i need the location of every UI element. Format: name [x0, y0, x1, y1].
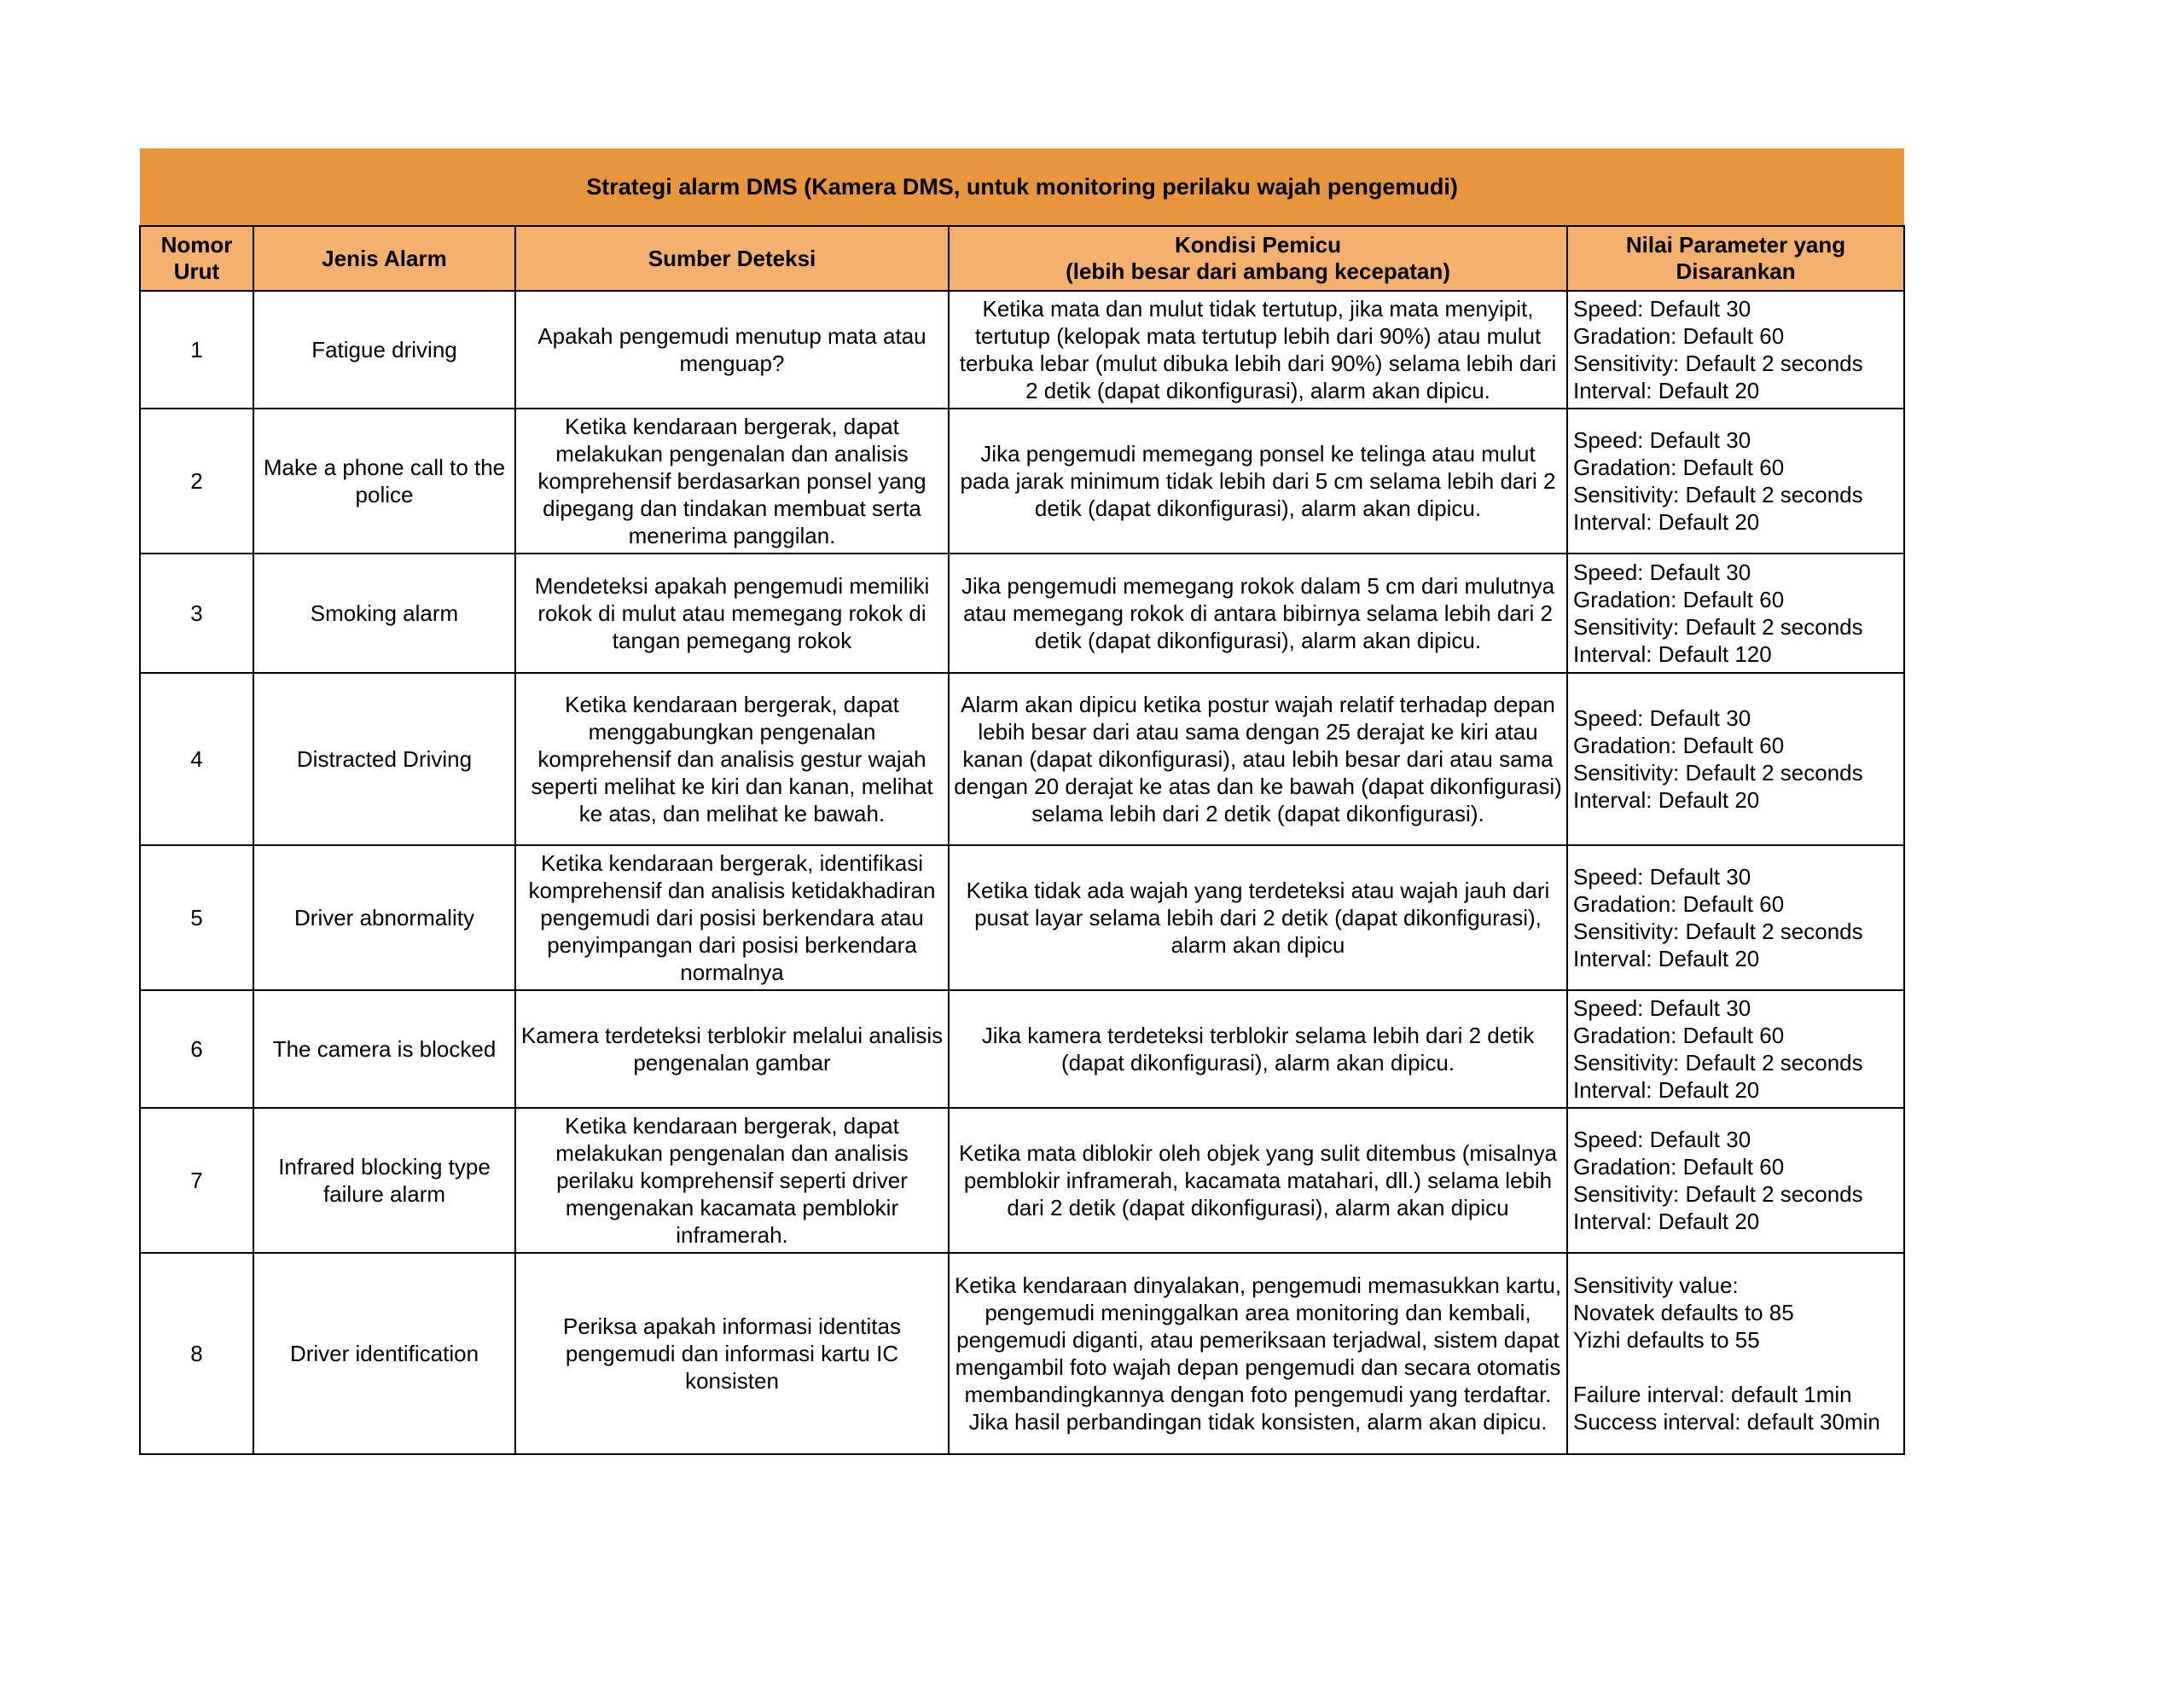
trigger-condition: Jika pengemudi memegang rokok dalam 5 cm dari mulutnya atau memegang rokok di antara bibirnya selama lebih dari 2 detik (dapat dikonfigurasi), alarm akan dipicu.: [949, 554, 1567, 673]
row-number: 4: [140, 673, 253, 845]
header-no: Nomor Urut: [140, 226, 253, 291]
detection-source: Kamera terdeteksi terblokir melalui analisis pengenalan gambar: [515, 990, 949, 1108]
alarm-type: Fatigue driving: [253, 291, 515, 409]
parameter-line: Sensitivity: Default 2 seconds: [1573, 760, 1863, 786]
parameter-values: [1567, 1253, 1904, 1454]
parameter-line: Gradation: Default 60: [1573, 323, 1785, 349]
parameter-line: Novatek defaults to 85: [1573, 1300, 1794, 1325]
alarm-type: Make a phone call to the police: [253, 409, 515, 554]
parameter-line: Sensitivity: Default 2 seconds: [1573, 614, 1863, 640]
parameter-line: Gradation: Default 60: [1573, 1154, 1785, 1180]
trigger-condition: Ketika tidak ada wajah yang terdeteksi atau wajah jauh dari pusat layar selama lebih dari 2 detik (dapat dikonfigurasi), alarm akan dipicu: [949, 845, 1567, 990]
trigger-condition: Alarm akan dipicu ketika postur wajah relatif terhadap depan lebih besar dari atau sama dengan 25 derajat ke kiri atau kanan (dapat dikonfigurasi), atau lebih besar dari atau sama dengan 20 derajat ke atas dan ke bawah (dapat dikonfigurasi) selama lebih dari 2 detik (dapat dikonfigurasi).: [949, 673, 1567, 845]
table-row: [140, 409, 1904, 554]
header-trigger-condition-note: (lebih besar dari ambang kecepatan): [1066, 258, 1450, 284]
parameter-values: [1567, 1108, 1904, 1253]
table-row: [140, 845, 1904, 990]
parameter-line: Interval: Default 20: [1573, 509, 1760, 535]
header-detection-source: Sumber Deteksi: [515, 226, 949, 291]
alarm-strategy-sheet: [139, 148, 1903, 1455]
parameter-line: Interval: Default 20: [1573, 1209, 1760, 1234]
parameter-line: Speed: Default 30: [1573, 864, 1751, 890]
header-trigger-condition: [949, 226, 1567, 291]
row-number: 8: [140, 1253, 253, 1454]
parameter-line: Speed: Default 30: [1573, 559, 1751, 585]
parameter-line: Sensitivity: Default 2 seconds: [1573, 482, 1863, 507]
trigger-condition: Ketika kendaraan dinyalakan, pengemudi memasukkan kartu, pengemudi meninggalkan area monitoring dan kembali, pengemudi diganti, atau pemeriksaan terjadwal, sistem dapat mengambil foto wajah depan pengemudi dan secara otomatis membandingkannya dengan foto pengemudi yang terdaftar. Jika hasil perbandingan tidak konsisten, alarm akan dipicu.: [949, 1253, 1567, 1454]
table-row: [140, 1253, 1904, 1454]
parameter-line: Gradation: Default 60: [1573, 455, 1785, 480]
parameter-values: [1567, 845, 1904, 990]
parameter-line: Sensitivity: Default 2 seconds: [1573, 351, 1863, 376]
trigger-condition: Ketika mata diblokir oleh objek yang sulit ditembus (misalnya pemblokir inframerah, kacamata matahari, dll.) selama lebih dari 2 detik (dapat dikonfigurasi), alarm akan dipicu: [949, 1108, 1567, 1253]
parameter-line: Yizhi defaults to 55: [1573, 1327, 1760, 1353]
row-number: 6: [140, 990, 253, 1108]
table-row: [140, 990, 1904, 1108]
alarm-type: Smoking alarm: [253, 554, 515, 673]
detection-source: Ketika kendaraan bergerak, identifikasi komprehensif dan analisis ketidakhadiran pengemudi dari posisi berkendara atau penyimpangan dari posisi berkendara normalnya: [515, 845, 949, 990]
table-body: [140, 291, 1904, 1454]
parameter-line: Speed: Default 30: [1573, 296, 1751, 322]
parameter-line: Gradation: Default 60: [1573, 891, 1785, 917]
parameter-line: Interval: Default 20: [1573, 378, 1760, 403]
table-title: Strategi alarm DMS (Kamera DMS, untuk monitoring perilaku wajah pengemudi): [140, 148, 1904, 226]
trigger-condition: Jika pengemudi memegang ponsel ke telinga atau mulut pada jarak minimum tidak lebih dari 5 cm selama lebih dari 2 detik (dapat dikonfigurasi), alarm akan dipicu.: [949, 409, 1567, 554]
row-number: 2: [140, 409, 253, 554]
parameter-line: Failure interval: default 1min: [1573, 1382, 1852, 1407]
parameter-line: Interval: Default 20: [1573, 787, 1760, 813]
parameter-line: Interval: Default 120: [1573, 641, 1772, 667]
parameter-values: [1567, 291, 1904, 409]
detection-source: Ketika kendaraan bergerak, dapat melakukan pengenalan dan analisis komprehensif berdasarkan ponsel yang dipegang dan tindakan membuat serta menerima panggilan.: [515, 409, 949, 554]
table-row: [140, 1108, 1904, 1253]
alarm-type: The camera is blocked: [253, 990, 515, 1108]
parameter-line: Sensitivity: Default 2 seconds: [1573, 1050, 1863, 1075]
detection-source: Mendeteksi apakah pengemudi memiliki rokok di mulut atau memegang rokok di tangan pemegang rokok: [515, 554, 949, 673]
parameter-line: Speed: Default 30: [1573, 427, 1751, 453]
alarm-type: Driver abnormality: [253, 845, 515, 990]
table-row: [140, 291, 1904, 409]
parameter-line: Sensitivity: Default 2 seconds: [1573, 919, 1863, 944]
detection-source: Apakah pengemudi menutup mata atau menguap?: [515, 291, 949, 409]
parameter-line: Sensitivity: Default 2 seconds: [1573, 1181, 1863, 1207]
detection-source: Ketika kendaraan bergerak, dapat melakukan pengenalan dan analisis perilaku komprehensif seperti driver mengenakan kacamata pemblokir inframerah.: [515, 1108, 949, 1253]
parameter-line: Speed: Default 30: [1573, 995, 1751, 1021]
parameter-line: Success interval: default 30min: [1573, 1409, 1880, 1435]
trigger-condition: Ketika mata dan mulut tidak tertutup, jika mata menyipit, tertutup (kelopak mata tertutup lebih dari 90%) atau mulut terbuka lebar (mulut dibuka lebih dari 90%) selama lebih dari 2 detik (dapat dikonfigurasi), alarm akan dipicu.: [949, 291, 1567, 409]
header-row: [140, 226, 1904, 291]
alarm-type: Infrared blocking type failure alarm: [253, 1108, 515, 1253]
parameter-line: Speed: Default 30: [1573, 1127, 1751, 1152]
alarm-type: Driver identification: [253, 1253, 515, 1454]
header-trigger-condition-title: Kondisi Pemicu: [1174, 232, 1342, 258]
title-row: [140, 148, 1904, 226]
alarm-strategy-table: [139, 148, 1905, 1455]
alarm-type: Distracted Driving: [253, 673, 515, 845]
header-alarm-type: Jenis Alarm: [253, 226, 515, 291]
parameter-line: Speed: Default 30: [1573, 705, 1751, 731]
table-row: [140, 554, 1904, 673]
header-parameters: Nilai Parameter yang Disarankan: [1567, 226, 1904, 291]
detection-source: Periksa apakah informasi identitas pengemudi dan informasi kartu IC konsisten: [515, 1253, 949, 1454]
row-number: 3: [140, 554, 253, 673]
parameter-line: Gradation: Default 60: [1573, 587, 1785, 612]
parameter-values: [1567, 554, 1904, 673]
trigger-condition: Jika kamera terdeteksi terblokir selama lebih dari 2 detik (dapat dikonfigurasi), alarm akan dipicu.: [949, 990, 1567, 1108]
parameter-line: Gradation: Default 60: [1573, 1023, 1785, 1048]
row-number: 1: [140, 291, 253, 409]
detection-source: Ketika kendaraan bergerak, dapat menggabungkan pengenalan komprehensif dan analisis gestur wajah seperti melihat ke kiri dan kanan, melihat ke atas, dan melihat ke bawah.: [515, 673, 949, 845]
parameter-values: [1567, 673, 1904, 845]
parameter-line: Interval: Default 20: [1573, 946, 1760, 971]
parameter-values: [1567, 409, 1904, 554]
row-number: 5: [140, 845, 253, 990]
parameter-line: Sensitivity value:: [1573, 1272, 1739, 1298]
row-number: 7: [140, 1108, 253, 1253]
parameter-line: Gradation: Default 60: [1573, 733, 1785, 758]
table-row: [140, 673, 1904, 845]
parameter-line: Interval: Default 20: [1573, 1077, 1760, 1103]
parameter-values: [1567, 990, 1904, 1108]
parameter-spacer: [1573, 1354, 1900, 1381]
